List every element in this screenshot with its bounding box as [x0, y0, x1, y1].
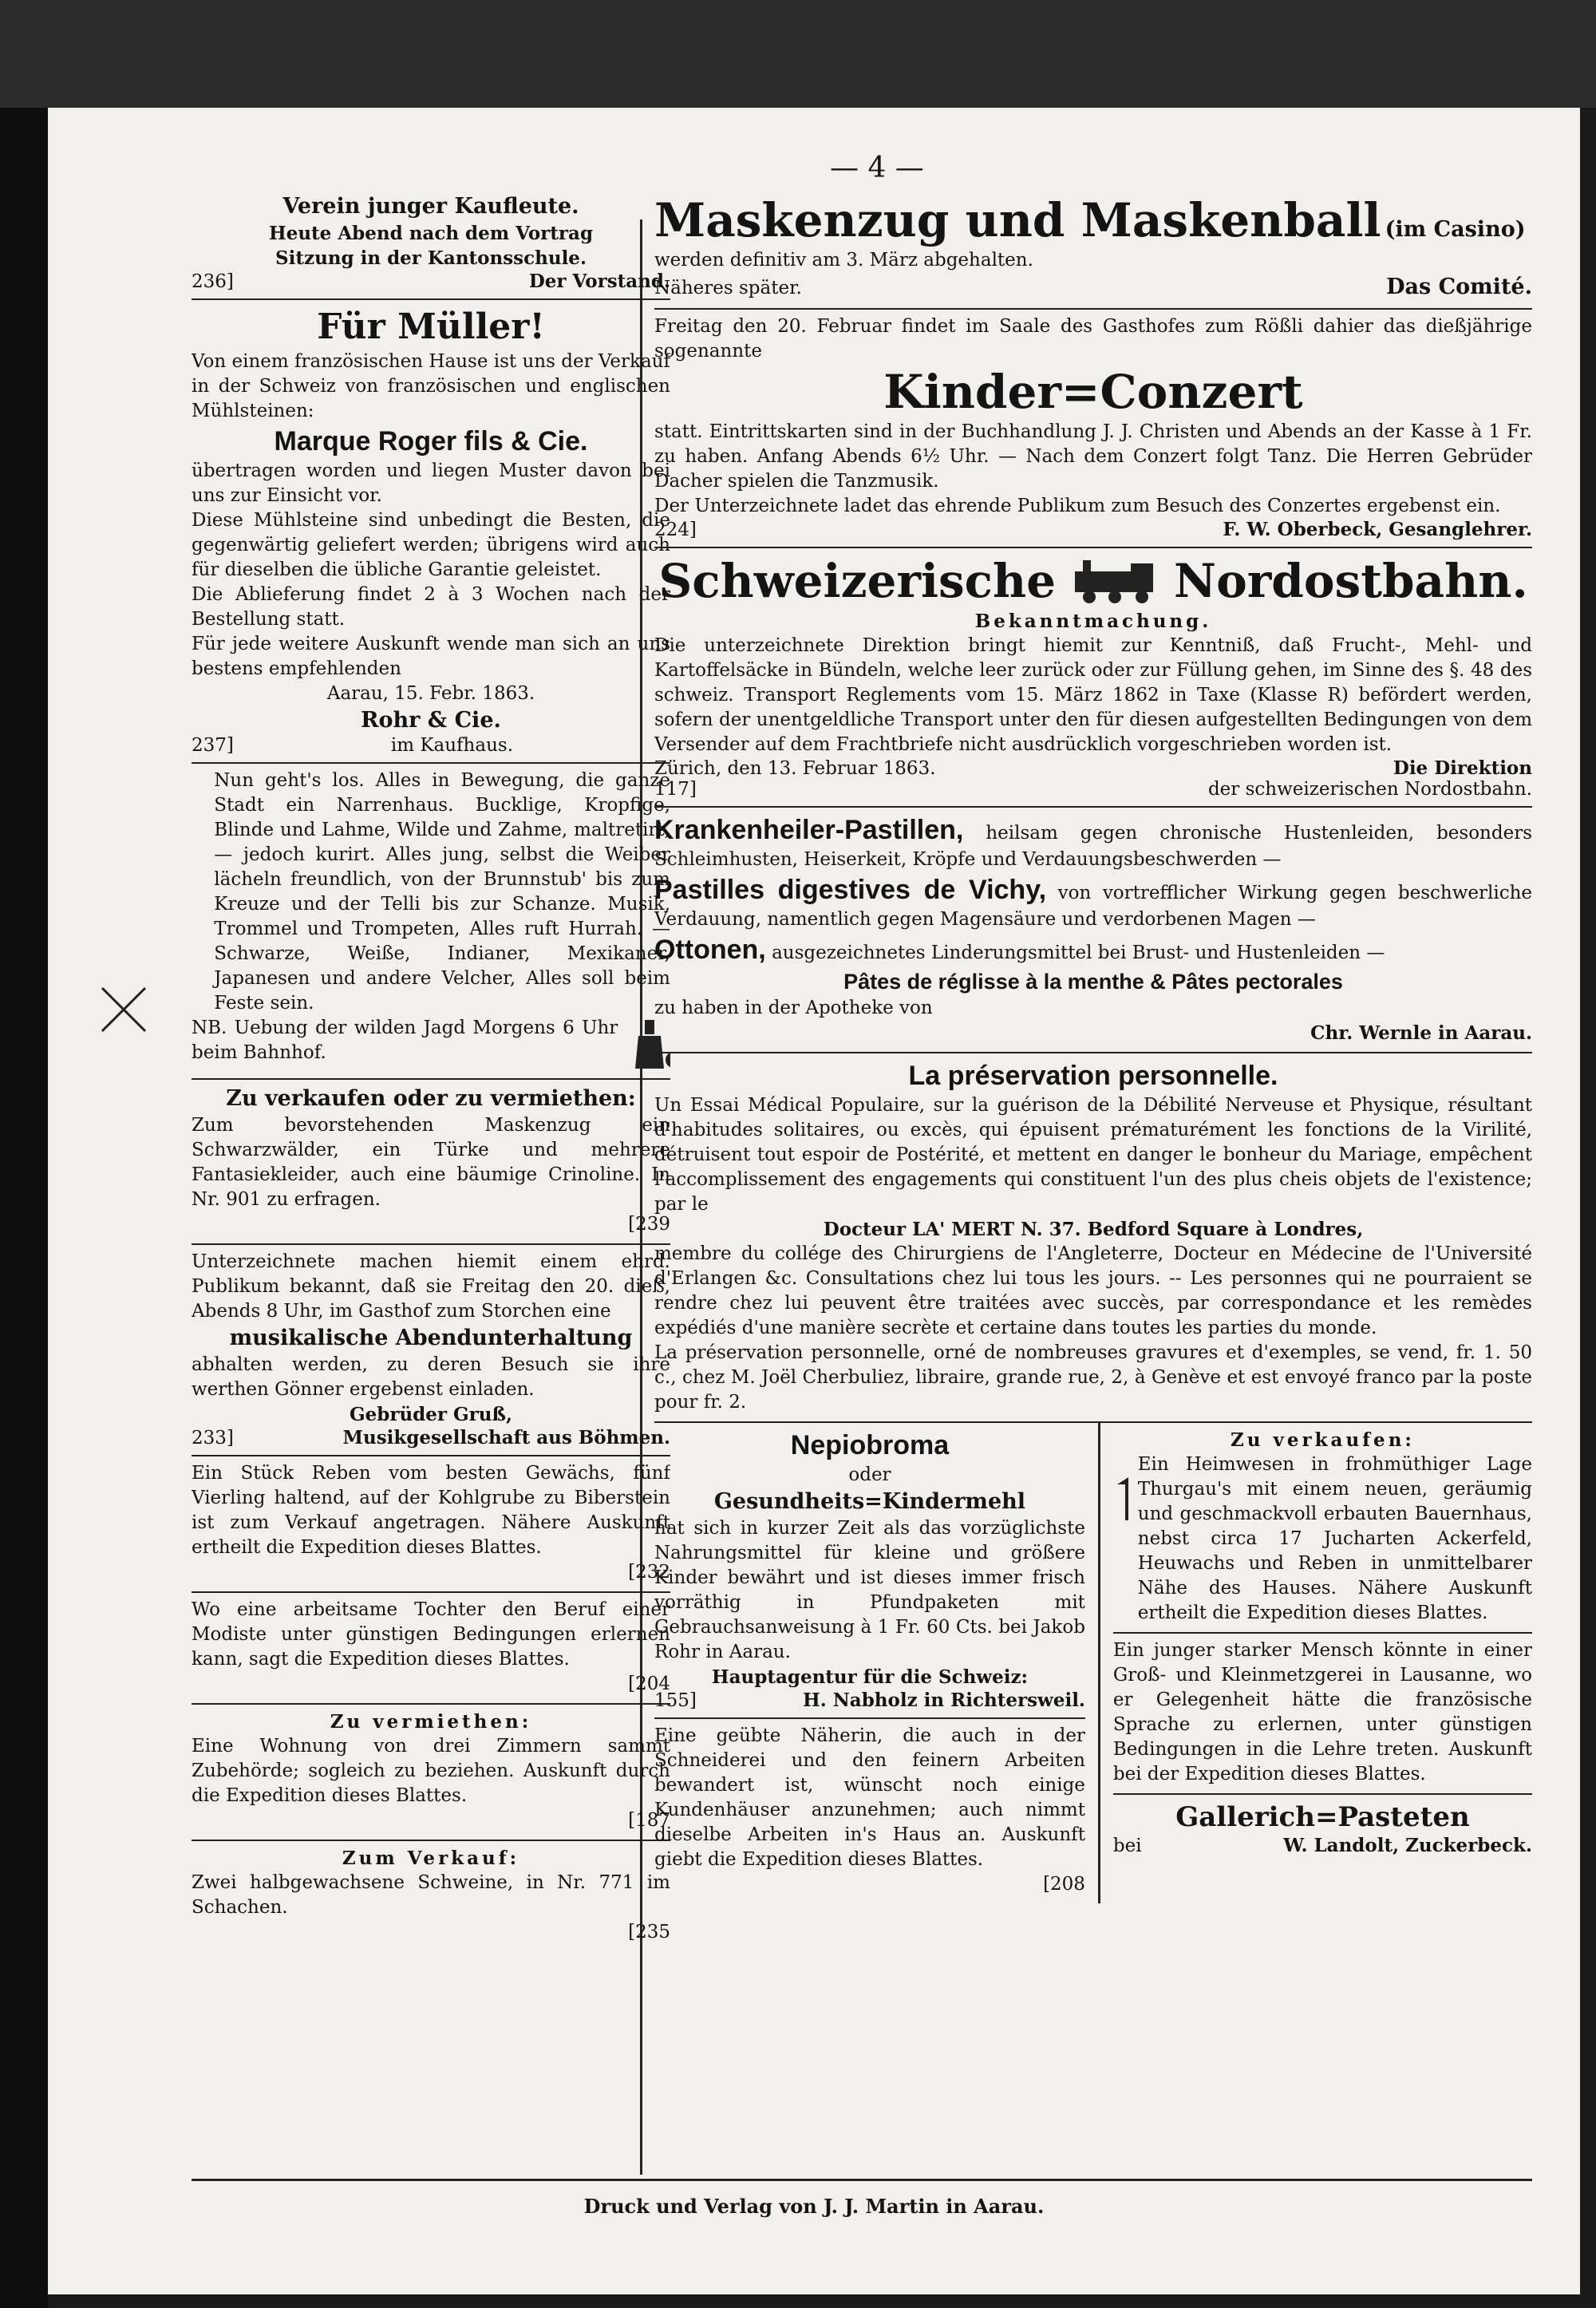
ad-nepio-num: 155]	[654, 1690, 697, 1711]
ad-preservation-title: La préservation personnelle.	[908, 1061, 1278, 1091]
ad-mueller	[192, 300, 670, 764]
ad-narren-nb: NB. Uebung der wilden Jagd Morgens 6 Uhr beim Bahnhof.	[192, 1018, 618, 1063]
ad-reben	[192, 1456, 670, 1593]
ad-abend-sign2: Musikgesellschaft aus Böhmen.	[342, 1427, 670, 1448]
ad-verein-line1: Heute Abend nach dem Vortrag	[268, 223, 594, 244]
ad-kinder-sign: F. W. Oberbeck, Gesanglehrer.	[1223, 519, 1532, 540]
ad-nepiobroma	[654, 1423, 1085, 1719]
ad-heimwesen	[1113, 1423, 1532, 1634]
ad-mensch-text: Ein junger starker Mensch könnte in einer Groß- und Kleinmetzgerei in Lausanne, wo er Gelegenheit hätte die französische Sprache zu erlernen, unter günstigen Bedingungen in die Lehre treten. Auskunft bei der Expedition dieses Blattes.	[1112, 1640, 1532, 1784]
bottom-column-divider	[1098, 1423, 1100, 1903]
ad-wohnung	[192, 1705, 670, 1841]
scan-background-top	[0, 0, 1596, 108]
ad-mueller-text5: Für jede weitere Auskunft wende man sich an uns bestens empfehlenden	[192, 634, 670, 679]
ad-verkaufen-vermiethen-text: Zum bevorstehenden Maskenzug ein Schwarzwälder, ein Türke und mehrere Fantasiekleider, auch eine bäumige Crinoline. In Nr. 901 zu erfragen.	[192, 1115, 670, 1210]
ad-modiste	[192, 1593, 670, 1705]
ad-narren-text: Nun geht's los. Alles in Bewegung, die ganze Stadt ein Narrenhaus. Bucklige, Kropfige, Blinde und Lahme, Wilde und Zahme, maltretirt, — jedoch kurirt. Alles jung, selbst die Weiber lächeln freundlich, von der Brunnstub' bis zum Kreuze und der Telli bis zur Schanze. Musik, Trommel und Trompeten, Alles ruft Hurrah. — Schwarze, Weiße, Indianer, Mexikaner, Japanesen und andere Velcher, Alles soll beim Feste sein.	[214, 770, 670, 1014]
ad-pastillen-text3: ausgezeichnetes Linderungsmittel bei Brust- und Hustenleiden —	[772, 943, 1385, 963]
ad-mueller-num: 237]	[192, 735, 234, 756]
ad-kinder-intro: Freitag den 20. Februar findet im Saale des Gasthofes zum Rößli dahier das dießjährige sogenannte	[654, 316, 1532, 362]
ad-abend-sign: Gebrüder Gruß,	[349, 1404, 512, 1425]
ad-naeherin-num: [208	[1043, 1874, 1085, 1895]
bottom-split	[654, 1423, 1532, 1903]
ad-gallerich	[1113, 1795, 1532, 1863]
footer-rule	[192, 2179, 1532, 2181]
ad-pastillen-name3: Ottonen,	[654, 935, 766, 965]
newspaper-page	[48, 108, 1580, 2294]
ad-wohnung-title: Zu vermiethen:	[330, 1711, 532, 1733]
ad-bahn-title-left: Schweizerische	[658, 554, 1057, 608]
ad-naeherin-text: Eine geübte Näherin, die auch in der Schneiderei und den feinern Arbeiten bewandert ist, wünscht noch einige Kundenhäuser anzunehmen; auch nimmt dieselbe Arbeiten in's Haus an. Auskunft giebt die Expedition dieses Blattes.	[654, 1725, 1085, 1870]
ad-abendunterhaltung	[192, 1245, 670, 1456]
ad-mueller-brand: Marque Roger fils & Cie.	[274, 426, 588, 456]
ad-abend-text1: Unterzeichnete machen hiemit einem ehrd. Publikum bekannt, daß sie Freitag den 20. dieß, Abends 8 Uhr, im Gasthof zum Storchen eine	[192, 1251, 670, 1322]
ad-wohnung-text: Eine Wohnung von drei Zimmern sammt Zubehörde; sogleich zu beziehen. Auskunft durch die Expedition dieses Blattes.	[192, 1736, 670, 1806]
ad-pastillen-text2: von vortrefflicher Wirkung gegen beschwerliche Verdauung, namentlich gegen Magensäure und verdorbenen Magen —	[654, 883, 1532, 930]
ad-verein-title: Verein junger Kaufleute.	[282, 194, 579, 219]
pen-cross-mark-icon	[96, 982, 152, 1037]
ad-pastillen	[654, 808, 1532, 1053]
ad-bahn-sign: Die Direktion	[1393, 757, 1532, 779]
farmhouse-illustration-icon	[1113, 1452, 1128, 1524]
locomotive-illustration-icon	[1067, 557, 1163, 605]
ad-preservation-text2: membre du collége des Chirurgiens de l'Angleterre, Docteur en Médecine de l'Université d'Erlangen &c. Consultations chez lui tous les jours. -- Les personnes qui ne pourraient se rendre chez lui peuvent être traitées avec succès, par correspondance et les remèdes expédiés d'une manière secrète et certaine dans toutes les parties du monde.	[654, 1243, 1532, 1338]
ad-preservation-text1: Un Essai Médical Populaire, sur la guérison de la Débilité Nerveuse et Physique, résultant d'habitudes solitaires, ou excès, qui épuisent prématurément les fonctions de la Virilité, détruisent tout espoir de Postérité, et mettent en danger le bonheur du Mariage, empêchent l'accomplissement des engagements qui constituent l'un des plus cheis objets de l'existence; par le	[654, 1095, 1532, 1215]
ad-verein-sign: Der Vorstand.	[528, 271, 670, 292]
ad-pastillen-sign: Chr. Wernle in Aarau.	[1310, 1022, 1532, 1044]
imprint-footer: Druck und Verlag von J. J. Martin in Aarau.	[583, 2195, 1045, 2218]
ad-nepio-oder: oder	[848, 1464, 891, 1485]
ad-mueller-text3: Diese Mühlsteine sind unbedingt die Besten, die gegenwärtig geliefert werden; übrigens wird auch für dieselben die übliche Garantie geleistet.	[192, 510, 670, 580]
ad-maskenzug-line1: werden definitiv am 3. März abgehalten.	[654, 250, 1033, 271]
ad-gallerich-bei: bei	[1112, 1836, 1142, 1856]
ad-wohnung-num: [187	[628, 1810, 670, 1831]
ad-modiste-text: Wo eine arbeitsame Tochter den Beruf einer Modiste unter günstigen Bedingungen erlernen kann, sagt die Expedition dieses Blattes.	[192, 1599, 670, 1670]
ad-maskenzug-title-suffix: (im Casino)	[1385, 217, 1526, 242]
ad-mueller-title: Für Müller!	[317, 306, 545, 347]
ad-maskenzug-line2: Näheres später.	[654, 278, 802, 298]
ad-bahn-sub: Bekanntmachung.	[974, 611, 1212, 632]
ad-gallerich-sign: W. Landolt, Zuckerbeck.	[1283, 1835, 1532, 1856]
ad-verein	[192, 188, 670, 300]
scan-binding-edge	[0, 108, 48, 2308]
ad-preservation-doctor: Docteur LA' MERT N. 37. Bedford Square à Londres,	[823, 1219, 1364, 1240]
ad-preservation	[654, 1053, 1532, 1423]
ad-schweine-text: Zwei halbgewachsene Schweine, in Nr. 771 im Schachen.	[192, 1872, 670, 1918]
ad-preservation-text3: La préservation personnelle, orné de nombreuses gravures et d'exemples, se vend, fr. 1. 50 c., chez M. Joël Cherbuliez, libraire, grande rue, 2, à Genève et est envoyé franco par la poste pour fr. 2.	[654, 1342, 1532, 1413]
ad-reben-text: Ein Stück Reben vom besten Gewächs, fünf Vierling haltend, auf der Kohlgrube zu Biberstein ist zum Verkauf angetragen. Nähere Auskunft ertheilt die Expedition dieses Blattes.	[192, 1463, 670, 1558]
ad-kinder-conzert	[654, 310, 1532, 548]
ad-schweine-title: Zum Verkauf:	[342, 1848, 520, 1869]
ad-verkaufen-vermiethen-num: [239	[628, 1214, 670, 1235]
ad-schweine-num: [235	[628, 1922, 670, 1942]
ad-abend-num: 233]	[192, 1428, 234, 1448]
ad-reben-num: [232	[628, 1562, 670, 1583]
ad-maskenzug	[654, 188, 1532, 310]
ad-pastillen-text4: zu haben in der Apotheke von	[654, 998, 933, 1018]
ad-pastillen-name1: Krankenheiler-Pastillen,	[654, 815, 964, 845]
ad-mueller-firm: Rohr & Cie.	[361, 708, 501, 733]
ad-abend-text2: abhalten werden, zu deren Besuch sie ihre werthen Gönner ergebenst einladen.	[192, 1354, 670, 1400]
ad-pastillen-text1: heilsam gegen chronische Hustenleiden, besonders Schleimhusten, Heiserkeit, Kröpfe und Verdauungsbeschwerden —	[654, 823, 1532, 870]
ad-verkaufen-vermiethen-title: Zu verkaufen oder zu vermiethen:	[226, 1086, 636, 1111]
ad-bahn-place-date: Zürich, den 13. Februar 1863.	[654, 758, 936, 779]
right-column	[654, 188, 1532, 2255]
bottom-right-subcolumn	[1113, 1423, 1532, 1903]
ad-nepio-text: hat sich in kurzer Zeit als das vorzüglichste Nahrungsmittel für kleine und größere Kinder bewährt und ist dieses immer frisch vorräthig in Pfundpaketen mit Gebrauchsanweisung à 1 Fr. 60 Cts. bei Jakob Rohr in Aarau.	[654, 1518, 1085, 1662]
page-number: — 4 —	[830, 152, 924, 184]
ad-bahn-sign2: der schweizerischen Nordostbahn.	[1207, 779, 1532, 800]
ad-kinder-text: statt. Eintrittskarten sind in der Buchhandlung J. J. Christen und Abends an der Kasse à 1 Fr. zu haben. Anfang Abends 6½ Uhr. — Nach dem Conzert folgt Tanz. Die Herren Gebrüder Dacher spielen die Tanzmusik.	[654, 421, 1532, 492]
bottom-left-subcolumn	[654, 1423, 1085, 1903]
ad-modiste-num: [204	[628, 1674, 670, 1694]
ad-kinder-title: Kinder=Conzert	[883, 365, 1303, 419]
ad-nordostbahn	[654, 548, 1532, 808]
ad-kinder-num: 224]	[654, 520, 697, 540]
ad-verkaufen-vermiethen	[192, 1080, 670, 1245]
ad-maskenzug-sign: Das Comité.	[1386, 275, 1532, 299]
ad-mueller-text2: übertragen worden und liegen Muster davon bei uns zur Einsicht vor.	[192, 460, 670, 506]
ad-bahn-num: 117]	[654, 779, 697, 800]
ad-heimwesen-text: Ein Heimwesen in frohmüthiger Lage Thurgau's mit einem neuen, geräumig und geschmackvoll erbauten Bauernhaus, nebst circa 17 Jucharten Ackerfeld, Heuwachs und Reben in unmittelbarer Nähe des Hauses. Nähere Auskunft ertheilt die Expedition dieses Blattes.	[1137, 1454, 1532, 1623]
ad-maskenzug-title: Maskenzug und Maskenball	[654, 193, 1381, 247]
ad-verein-num: 236]	[192, 271, 234, 292]
ad-bahn-text: Die unterzeichnete Direktion bringt hiemit zur Kenntniß, daß Frucht-, Mehl- und Kartoffelsäcke in Bündeln, welche leer zurück oder zur Füllung gehen, im Sinne des §. 48 des schweiz. Transport Reglements vom 15. März 1862 in Taxe (Klasse R) befördert werden, sofern der unentgeldliche Transport unter den für diesen aufgestellten Bedingungen von dem Versender auf dem Frachtbriefe nicht ausdrücklich vorgeschrieben worden ist.	[654, 635, 1532, 755]
ad-mueller-firm-loc: im Kaufhaus.	[390, 735, 514, 756]
ad-mueller-text4: Die Ablieferung findet 2 à 3 Wochen nach der Bestellung statt.	[192, 584, 670, 630]
ad-verein-line2: Sitzung in der Kantonsschule.	[275, 247, 587, 269]
carriage-illustration-icon	[192, 769, 204, 832]
ad-naeherin	[654, 1719, 1085, 1903]
ad-kinder-text2: Der Unterzeichnete ladet das ehrende Publikum zum Besuch des Conzertes ergebenst ein.	[654, 496, 1501, 516]
ad-nepio-title2: Gesundheits=Kindermehl	[713, 1489, 1026, 1514]
ad-gallerich-title: Gallerich=Pasteten	[1175, 1801, 1470, 1833]
ad-pastillen-name4: Pâtes de réglisse à la menthe & Pâtes pectorales	[843, 970, 1343, 994]
ad-nepio-agent: Hauptagentur für die Schweiz:	[711, 1666, 1029, 1688]
ad-narren	[192, 764, 670, 1080]
left-column	[192, 188, 670, 2255]
ad-nepio-agent-name: H. Nabholz in Richtersweil.	[803, 1690, 1085, 1711]
ad-bahn-title-right: Nordostbahn.	[1174, 554, 1528, 608]
ad-abend-title: musikalische Abendunterhaltung	[229, 1326, 633, 1350]
ad-heimwesen-title: Zu verkaufen:	[1230, 1429, 1415, 1451]
ad-mueller-place-date: Aarau, 15. Febr. 1863.	[326, 683, 535, 704]
ad-pastillen-name2: Pastilles digestives de Vichy,	[654, 875, 1047, 905]
ad-schweine	[192, 1841, 670, 1951]
ad-mueller-text1: Von einem französischen Hause ist uns der Verkauf in der Schweiz von französischen und englischen Mühlsteinen:	[192, 351, 670, 421]
ad-nepio-title: Nepiobroma	[790, 1430, 950, 1460]
ad-mensch	[1113, 1634, 1532, 1795]
